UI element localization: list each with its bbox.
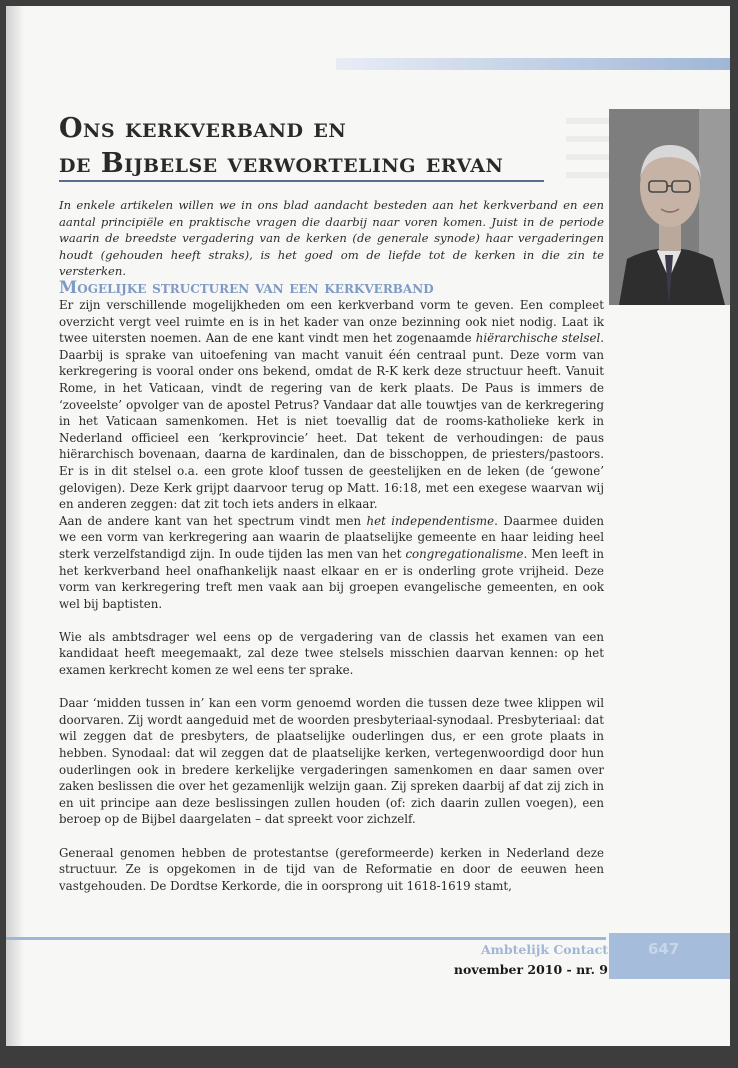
page-spine-shadow: [6, 6, 24, 1046]
page-number: 647: [648, 940, 680, 958]
p2-text-a: Aan de andere kant van het spectrum vindt men: [59, 513, 367, 528]
bleed-through-line: [566, 172, 610, 178]
bleed-through-line: [566, 136, 610, 142]
p2-text-c: . Men leeft in het kerkverband heel onafhankelijk naast elkaar en er is onderling grote vrijheid. Deze vorm van kerkregering treft men vaak aan bij groepen evangelische gemeenten, en ook wel bij baptisten.: [59, 546, 604, 611]
author-photo: [609, 109, 730, 305]
footer-rule: [6, 937, 606, 940]
footer-issue: november 2010 - nr. 9: [453, 962, 608, 977]
paragraph-gap: [59, 828, 604, 845]
section-heading: Mogelijke structuren van een kerkverband: [59, 278, 434, 297]
p2-emphasis-1: het independentisme: [366, 513, 495, 528]
bleed-through-line: [566, 154, 610, 160]
paragraph-4: Daar ‘midden tussen in’ kan een vorm genoemd worden die tussen deze twee klippen wil doorvaren. Zij wordt aangeduid met de woorden presbyteriaal-synodaal. Presbyteriaal: dat wil zeggen dat de presbyters, de plaatselijke ouderlingen dus, er een grote plaats in hebben. Synodaal: dat wil zeggen dat de plaatselijke kerken, vertegenwoordigd door hun ouderlingen ook in bredere kerkelijke vergaderingen samenkomen en daar samen over zaken beslissen die over het gezamenlijk welzijn gaan. Zij spreken daarbij af dat zij zich in en uit principe aan deze beslissingen zullen houden (of: zich daarin zullen voegen), een beroep op de Bijbel daargelaten – dat spreekt voor zichzelf.: [59, 696, 604, 827]
paragraph-gap: [59, 612, 604, 629]
p1-emphasis: hiërarchische stelsel: [475, 331, 601, 346]
title-underline: [59, 180, 544, 182]
paragraph-2: [59, 513, 604, 613]
footer-journal-name: Ambtelijk Contact: [480, 942, 608, 957]
author-portrait-illustration: [609, 109, 730, 305]
article-title: [59, 111, 503, 181]
paragraph-gap: [59, 679, 604, 696]
p2-emphasis-2: congregationalisme: [405, 546, 524, 561]
paragraph-5: Generaal genomen hebben de protestantse (gereformeerde) kerken in Nederland deze structuur. Ze is opgekomen in de tijd van de Reformatie en door de eeuwen heen vastgehouden. De Dordtse Kerkorde, die in oorsprong uit 1618-1619 stamt,: [59, 845, 604, 893]
title-line-2: de Bijbelse verworteling ervan: [59, 148, 504, 179]
p1-text-b: . Daarbij is sprake van uitoefening van macht vanuit één centraal punt. Deze vorm van kerkregering is vooral onder ons bekend, omdat de R-K kerk deze structuur heeft. Vanuit Rome, in het Vaticaan, vindt de regering van de kerk plaats. De Paus is immers de ‘zoveelste’ opvolger van de apostel Petrus? Vandaar dat alle touwtjes van de kerkregering in het Vaticaan samenkomen. Het is niet toevallig dat de rooms-katholieke kerk in Nederland officieel een ‘kerkprovincie’ heet. Dat tekent de verhoudingen: de paus hiërarchisch bovenaan, daarna de kardinalen, dan de bisschoppen, de priesters/pastoors. Er is in dit stelsel o.a. een grote kloof tussen de geestelijken en de leken (de ‘gewone’ gelovigen). Deze Kerk grijpt daarvoor terug op Matt. 16:18, met een exegese waarvan wij en anderen zeggen: dat zit toch iets anders in elkaar.: [59, 331, 604, 512]
article-body: [59, 297, 604, 894]
header-color-band: [336, 58, 730, 70]
paragraph-1: [59, 297, 604, 513]
article-intro: In enkele artikelen willen we in ons blad aandacht besteden aan het kerkverband en een aantal principiële en praktische vragen die daarbij naar voren komen. Juist in de periode waarin de breedste vergadering van de kerken (de generale synode) haar vergaderingen houdt (gehouden heeft straks), is het goed om de liefde tot de kerken in die zin te versterken.: [59, 198, 604, 278]
paragraph-3: Wie als ambtsdrager wel eens op de vergadering van de classis het examen van een kandidaat heeft meegemaakt, zal deze twee stelsels misschien daarvan kennen: op het examen kerkrecht komen ze wel eens ter sprake.: [59, 629, 604, 678]
magazine-page: [6, 6, 730, 1046]
p2-text-b: . Daarmee duiden we een vorm van kerkregering aan waarin de plaatselijke gemeente en haar leiding heel sterk verzelfstandigd zijn. In oude tijden las men van het: [59, 513, 604, 561]
p1-text-a: Er zijn verschillende mogelijkheden om een kerkverband vorm te geven. Een compleet overzicht vergt veel ruimte en is in het kader van onze bezinning ook niet nodig. Laat ik twee uitersten noemen. Aan de ene kant vindt men het zogenaamde: [59, 298, 604, 346]
title-line-1: Ons kerkverband en: [59, 113, 347, 144]
bleed-through-line: [566, 118, 610, 124]
